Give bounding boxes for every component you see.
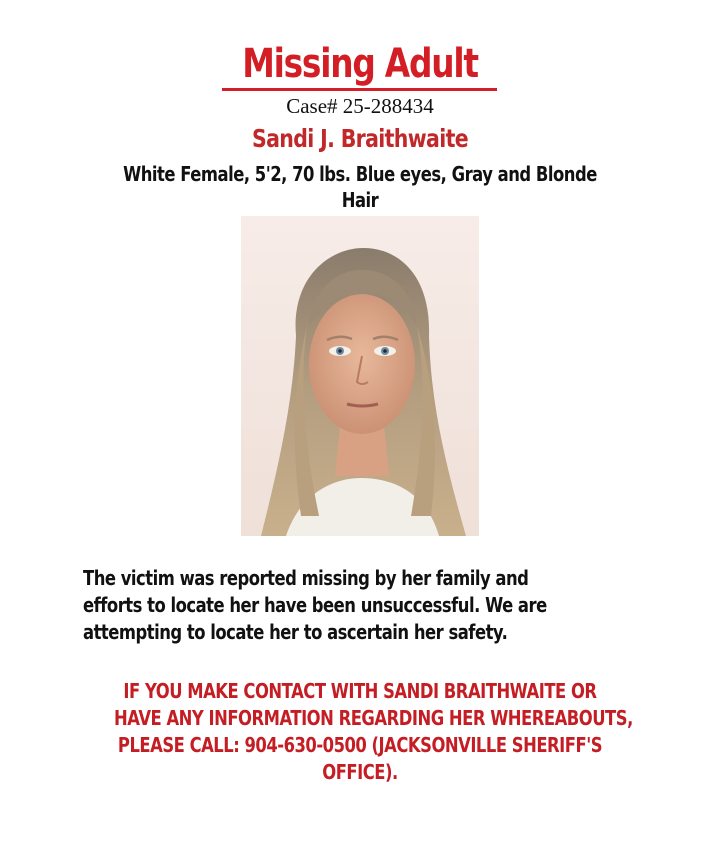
callout-line: PLEASE CALL: 904-630-0500 (JACKSONVILLE SHERIFF'S — [117, 733, 603, 757]
contact-callout — [60, 678, 660, 786]
physical-description — [110, 161, 610, 213]
case-number: Case# 25-288434 — [286, 94, 434, 118]
statement-line: The victim was reported missing by her family and — [83, 566, 529, 590]
callout-line: IF YOU MAKE CONTACT WITH SANDI BRAITHWAITE OR — [123, 679, 597, 703]
physical-description-text: White Female, 5'2, 70 lbs. Blue eyes, Gray and Blonde Hair — [123, 162, 597, 212]
missing-person-name: Sandi J. Braithwaite — [252, 124, 468, 153]
callout-line: HAVE ANY INFORMATION REGARDING HER WHEREABOUTS, — [114, 706, 633, 730]
statement-line: attempting to locate her to ascertain her safety. — [83, 620, 508, 644]
statement-line: efforts to locate her have been unsuccessful. We are — [83, 593, 547, 617]
missing-person-photo — [241, 216, 479, 536]
callout-line: OFFICE). — [322, 760, 398, 784]
case-statement — [83, 565, 643, 646]
flyer-title: Missing Adult — [242, 41, 478, 87]
title-underline — [222, 88, 497, 91]
